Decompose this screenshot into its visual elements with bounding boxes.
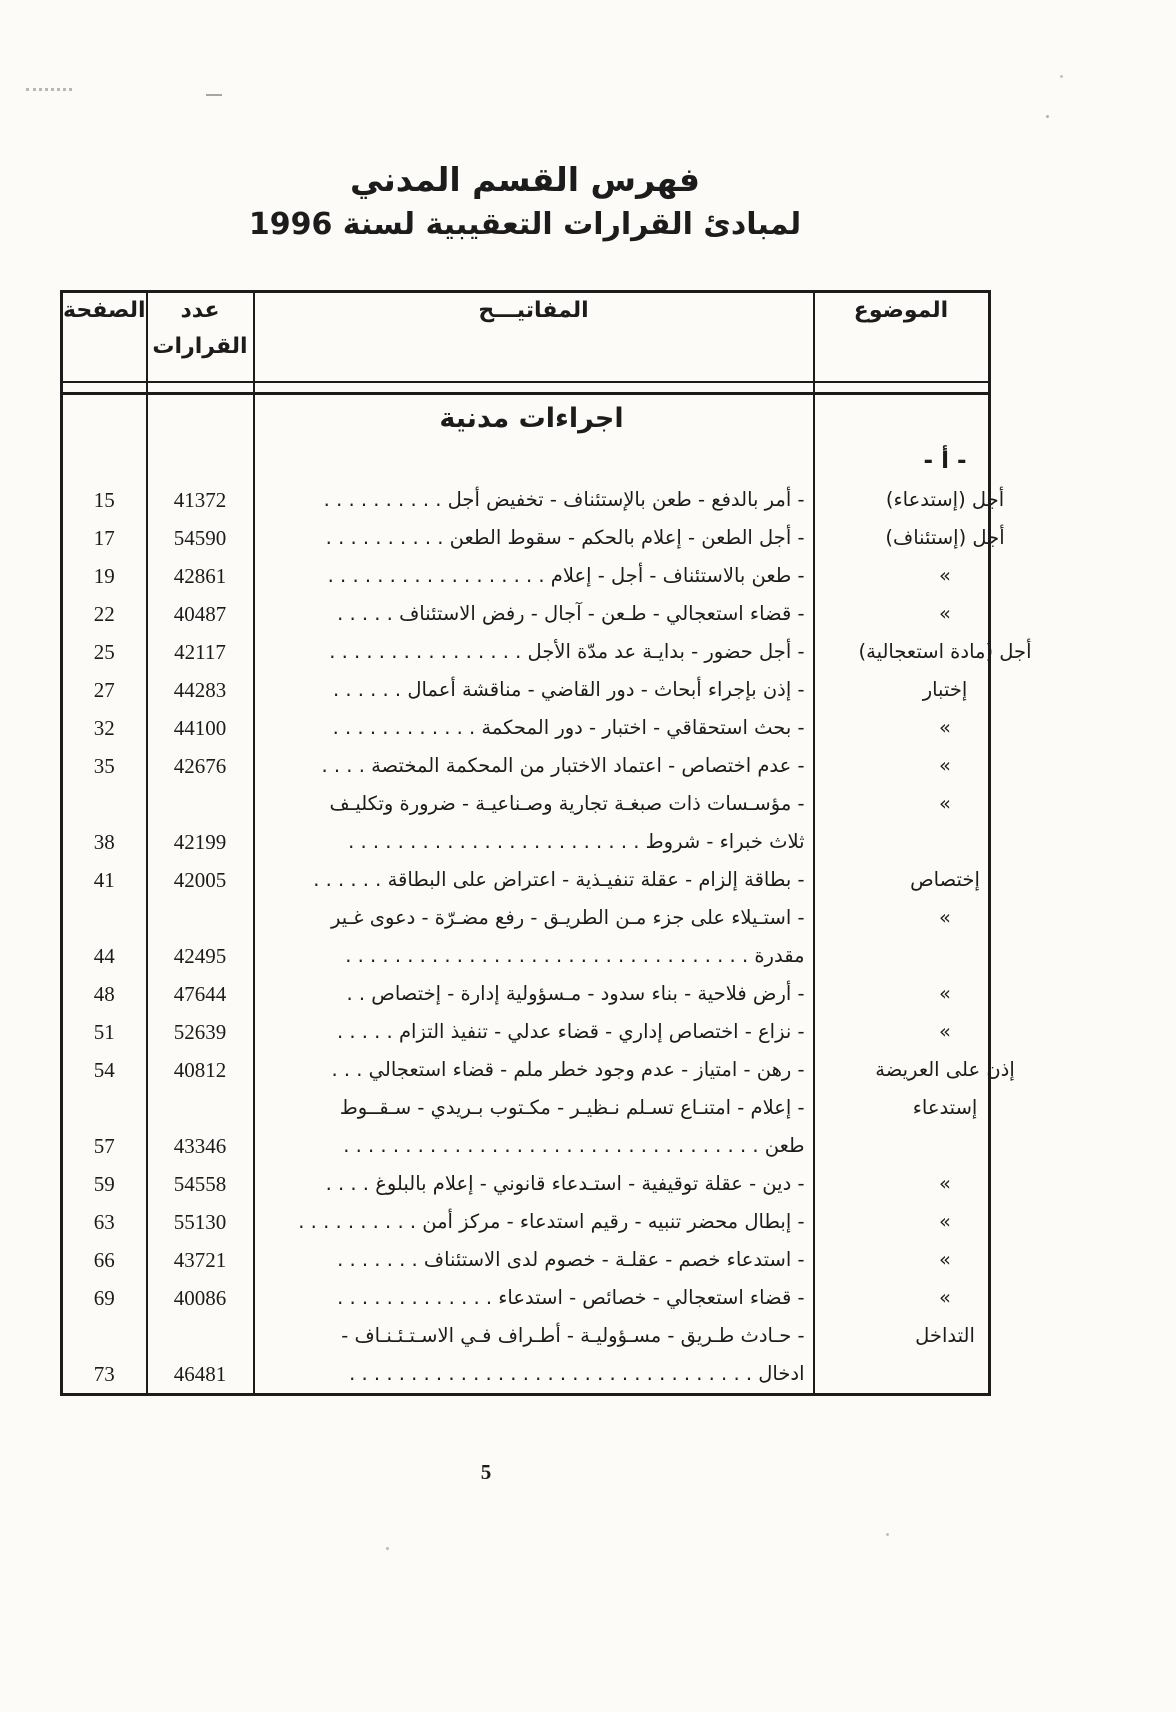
table-row bbox=[62, 1203, 990, 1241]
decision-number-cell bbox=[147, 1203, 254, 1241]
page-number-cell bbox=[62, 975, 147, 1013]
page-number-cell bbox=[62, 1165, 147, 1203]
decision-number-cell bbox=[147, 1051, 254, 1089]
table-row bbox=[62, 633, 990, 671]
table-row bbox=[62, 1165, 990, 1203]
subject-cell bbox=[814, 1089, 990, 1165]
table-body bbox=[62, 394, 1032, 1395]
decision-number: 42861 bbox=[173, 564, 227, 588]
column-header-subject: الموضوع bbox=[814, 292, 990, 383]
row-page-number: 41 bbox=[93, 868, 115, 892]
page-number-cell bbox=[62, 1317, 147, 1395]
decision-number: 42199 bbox=[173, 830, 227, 854]
row-page-number: 63 bbox=[93, 1210, 115, 1234]
keys-line: - أمر بالدفع - طعن بالإستئناف - تخفيض أجل . . . . . . . . . . bbox=[323, 488, 805, 511]
table-row bbox=[62, 671, 990, 709]
subject-text: التداخل bbox=[915, 1324, 975, 1347]
keys-line: - حـادث طـريق - مسـؤوليـة - أطـراف فـي الاسـتـئـنـاف - bbox=[341, 1324, 805, 1347]
keys-cell bbox=[254, 481, 814, 519]
subject-cell bbox=[814, 785, 990, 861]
subject-text: » bbox=[939, 1172, 951, 1195]
keys-line: - عدم اختصاص - اعتماد الاختبار من المحكمة المختصة . . . . bbox=[321, 754, 805, 777]
subject-text: » bbox=[939, 1286, 951, 1309]
subject-cell bbox=[814, 1051, 1015, 1089]
document-title-block bbox=[60, 160, 990, 242]
keys-cell bbox=[254, 709, 814, 747]
subject-text: أجل (إستئناف) bbox=[885, 526, 1005, 549]
subject-cell bbox=[814, 975, 990, 1013]
keys-cell bbox=[254, 785, 814, 861]
page-number-cell bbox=[62, 709, 147, 747]
subject-cell bbox=[814, 1203, 990, 1241]
keys-line: - أجل الطعن - إعلام بالحكم - سقوط الطعن . . . . . . . . . . bbox=[325, 526, 805, 549]
page-number-cell bbox=[62, 1241, 147, 1279]
decision-number: 40812 bbox=[173, 1058, 227, 1082]
subject-cell bbox=[814, 1241, 990, 1279]
decision-number: 41372 bbox=[173, 488, 227, 512]
page-number-cell bbox=[62, 1051, 147, 1089]
keys-line: ثلاث خبراء - شروط . . . . . . . . . . . . . . . . . . . . . . . . bbox=[348, 830, 805, 853]
page-number-cell bbox=[62, 1279, 147, 1317]
decision-number: 42005 bbox=[173, 868, 227, 892]
subject-cell bbox=[814, 557, 990, 595]
decision-number-cell bbox=[147, 1317, 254, 1395]
subject-text: إستدعاء bbox=[912, 1096, 978, 1119]
keys-line: - أجل حضور - بدايـة عد مدّة الأجل . . . . . . . . . . . . . . . . bbox=[329, 640, 805, 663]
index-table bbox=[60, 290, 1032, 1396]
subject-text: » bbox=[939, 1248, 951, 1271]
page-number-cell bbox=[62, 785, 147, 861]
decision-number: 43721 bbox=[173, 1248, 227, 1272]
keys-cell bbox=[254, 1089, 814, 1165]
keys-line: مقدرة . . . . . . . . . . . . . . . . . . . . . . . . . . . . . . . . . bbox=[345, 944, 805, 967]
subject-text: » bbox=[939, 982, 951, 1005]
subject-cell bbox=[814, 709, 990, 747]
decision-number: 47644 bbox=[173, 982, 227, 1006]
keys-cell bbox=[254, 1317, 814, 1395]
row-page-number: 27 bbox=[93, 678, 115, 702]
decision-number-cell bbox=[147, 975, 254, 1013]
decision-number: 40487 bbox=[173, 602, 227, 626]
subject-text: أجل (إستدعاء) bbox=[885, 488, 1005, 511]
decision-number: 42495 bbox=[173, 944, 227, 968]
keys-cell bbox=[254, 1241, 814, 1279]
decision-number: 44283 bbox=[173, 678, 227, 702]
decision-number-cell bbox=[147, 1279, 254, 1317]
subject-text: » bbox=[939, 754, 951, 777]
keys-line: - أرض فلاحية - بناء سدود - مـسؤولية إدارة - إختصاص . . bbox=[346, 982, 805, 1005]
decision-number-cell bbox=[147, 1089, 254, 1165]
decision-number-cell bbox=[147, 1241, 254, 1279]
page-number-cell bbox=[62, 1013, 147, 1051]
keys-line: - مؤسـسات ذات صبغـة تجارية وصـناعيـة - ضرورة وتكليـف bbox=[329, 792, 805, 815]
subject-cell bbox=[814, 633, 1032, 671]
subject-text: » bbox=[939, 564, 951, 587]
subject-text: » bbox=[939, 716, 951, 739]
subject-text: » bbox=[939, 1020, 951, 1043]
scan-artifact bbox=[206, 94, 222, 96]
subject-cell bbox=[814, 747, 990, 785]
page-number: 5 bbox=[480, 1460, 492, 1484]
section-title: اجراءات مدنية bbox=[439, 402, 624, 434]
decision-number-cell bbox=[147, 595, 254, 633]
row-page-number: 51 bbox=[93, 1020, 115, 1044]
keys-cell bbox=[254, 633, 814, 671]
subject-cell bbox=[814, 899, 990, 975]
decision-number-cell bbox=[147, 557, 254, 595]
keys-line: ادخال . . . . . . . . . . . . . . . . . . . . . . . . . . . . . . . . . bbox=[349, 1362, 805, 1385]
keys-cell bbox=[254, 747, 814, 785]
column-header-decisions-count: عدد القرارات bbox=[147, 292, 254, 383]
row-page-number: 25 bbox=[93, 640, 115, 664]
page-number-cell bbox=[62, 861, 147, 899]
keys-cell bbox=[254, 1165, 814, 1203]
subject-cell bbox=[814, 1317, 990, 1395]
table-row bbox=[62, 861, 990, 899]
subject-text: إختبار bbox=[922, 678, 968, 701]
column-header-keys: المفاتيـــح bbox=[254, 292, 814, 383]
subject-cell bbox=[814, 1279, 990, 1317]
keys-line: - إبطال محضر تنبيه - رقيم استدعاء - مركز أمن . . . . . . . . . . bbox=[298, 1210, 805, 1233]
table-row bbox=[62, 899, 990, 975]
subject-text: » bbox=[939, 906, 951, 929]
keys-cell bbox=[254, 557, 814, 595]
decision-number-cell bbox=[147, 785, 254, 861]
decision-number: 54558 bbox=[173, 1172, 227, 1196]
keys-cell bbox=[254, 1051, 814, 1089]
decision-number-cell bbox=[147, 481, 254, 519]
scan-artifact bbox=[26, 88, 72, 91]
subject-text: إذن على العريضة bbox=[875, 1058, 1015, 1081]
table-row bbox=[62, 1279, 990, 1317]
decision-number-cell bbox=[147, 1013, 254, 1051]
keys-line: - طعن بالاستئناف - أجل - إعلام . . . . . . . . . . . . . . . . . . bbox=[327, 564, 805, 587]
subject-cell bbox=[814, 519, 1005, 557]
row-page-number: 54 bbox=[93, 1058, 115, 1082]
decision-number-cell bbox=[147, 747, 254, 785]
subject-cell bbox=[814, 671, 990, 709]
row-page-number: 15 bbox=[93, 488, 115, 512]
keys-cell bbox=[254, 595, 814, 633]
decision-number-cell bbox=[147, 709, 254, 747]
page-number-cell bbox=[62, 633, 147, 671]
subject-cell bbox=[814, 861, 990, 899]
decision-number-cell bbox=[147, 861, 254, 899]
section-letter: - أ - bbox=[923, 448, 967, 474]
keys-line: - إعلام - امتنـاع تسـلم نـظيـر - مكـتوب بـريدي - سـقــوط bbox=[339, 1096, 805, 1119]
row-page-number: 66 bbox=[93, 1248, 115, 1272]
decision-number: 52639 bbox=[173, 1020, 227, 1044]
table-row bbox=[62, 1241, 990, 1279]
table-row bbox=[62, 1051, 990, 1089]
keys-line: - استـيلاء على جزء مـن الطريـق - رفع مضـرّة - دعوى غـير bbox=[330, 906, 805, 929]
table-row bbox=[62, 481, 990, 519]
keys-cell bbox=[254, 861, 814, 899]
row-page-number: 44 bbox=[93, 944, 115, 968]
decision-number: 43346 bbox=[173, 1134, 227, 1158]
scan-artifact bbox=[1046, 115, 1049, 118]
keys-cell bbox=[254, 975, 814, 1013]
table-row bbox=[62, 557, 990, 595]
keys-cell bbox=[254, 519, 814, 557]
table-row bbox=[62, 595, 990, 633]
keys-line: - بطاقة إلزام - عقلة تنفيـذية - اعتراض على البطاقة . . . . . . bbox=[313, 868, 805, 891]
row-page-number: 69 bbox=[93, 1286, 115, 1310]
table-row bbox=[62, 1317, 990, 1395]
decision-number: 42117 bbox=[174, 640, 226, 664]
decision-number-cell bbox=[147, 1165, 254, 1203]
page-number-cell bbox=[62, 671, 147, 709]
header-double-rule bbox=[62, 382, 990, 394]
subject-cell bbox=[814, 1165, 990, 1203]
decision-number: 55130 bbox=[173, 1210, 227, 1234]
subject-cell bbox=[814, 1013, 990, 1051]
keys-line: - استدعاء خصم - عقلـة - خصوم لدى الاستئناف . . . . . . . bbox=[337, 1248, 805, 1271]
table-row bbox=[62, 1089, 990, 1165]
subject-text: » bbox=[939, 1210, 951, 1233]
decision-number-cell bbox=[147, 671, 254, 709]
decision-number: 46481 bbox=[173, 1362, 227, 1386]
decision-number: 44100 bbox=[173, 716, 227, 740]
page-number-cell bbox=[62, 557, 147, 595]
row-page-number: 32 bbox=[93, 716, 115, 740]
row-page-number: 17 bbox=[93, 526, 115, 550]
row-page-number: 35 bbox=[93, 754, 115, 778]
row-page-number: 22 bbox=[93, 602, 115, 626]
page-number-cell bbox=[62, 899, 147, 975]
table-row bbox=[62, 785, 990, 861]
decision-number: 54590 bbox=[173, 526, 227, 550]
decision-number-cell bbox=[147, 633, 254, 671]
decision-number-cell bbox=[147, 519, 254, 557]
page-number-cell bbox=[62, 1203, 147, 1241]
table-row bbox=[62, 1013, 990, 1051]
subject-text: أجل (مادة استعجالية) bbox=[858, 640, 1032, 663]
keys-line: - قضاء استعجالي - خصائص - استدعاء . . . . . . . . . . . . . bbox=[337, 1286, 805, 1309]
row-page-number: 57 bbox=[93, 1134, 115, 1158]
subject-text: إختصاص bbox=[910, 868, 980, 891]
page-number-cell bbox=[62, 1089, 147, 1165]
keys-cell bbox=[254, 1203, 814, 1241]
page-number-cell bbox=[62, 481, 147, 519]
table-row bbox=[62, 975, 990, 1013]
keys-cell bbox=[254, 671, 814, 709]
keys-cell bbox=[254, 1279, 814, 1317]
keys-line: - إذن بإجراء أبحاث - دور القاضي - مناقشة أعمال . . . . . . bbox=[332, 678, 805, 701]
document-title: فهرس القسم المدني bbox=[349, 160, 700, 199]
section-letter-row bbox=[62, 441, 990, 481]
keys-line: - رهن - امتياز - عدم وجود خطر ملم - قضاء استعجالي . . . bbox=[331, 1058, 805, 1081]
page-number-cell bbox=[62, 747, 147, 785]
decision-number: 40086 bbox=[173, 1286, 227, 1310]
row-page-number: 73 bbox=[93, 1362, 115, 1386]
table-row bbox=[62, 709, 990, 747]
column-header-page: الصفحة bbox=[62, 292, 147, 383]
row-page-number: 59 bbox=[93, 1172, 115, 1196]
subject-cell bbox=[814, 481, 1005, 519]
row-page-number: 48 bbox=[93, 982, 115, 1006]
table-row bbox=[62, 519, 990, 557]
keys-line: طعن . . . . . . . . . . . . . . . . . . . . . . . . . . . . . . . . . . bbox=[343, 1134, 805, 1157]
row-page-number: 38 bbox=[93, 830, 115, 854]
page-number-cell bbox=[62, 519, 147, 557]
subject-text: » bbox=[939, 792, 951, 815]
section-header-row bbox=[62, 394, 990, 442]
keys-cell bbox=[254, 1013, 814, 1051]
subject-cell bbox=[814, 595, 990, 633]
keys-line: - دين - عقلة توقيفية - استـدعاء قانوني - إعلام بالبلوغ . . . . bbox=[325, 1172, 805, 1195]
table-row bbox=[62, 747, 990, 785]
keys-line: - قضاء استعجالي - طـعن - آجال - رفض الاستئناف . . . . . bbox=[337, 602, 805, 625]
page-number-cell bbox=[62, 595, 147, 633]
table-header-row bbox=[62, 292, 990, 383]
decision-number-cell bbox=[147, 899, 254, 975]
keys-line: - نزاع - اختصاص إداري - قضاء عدلي - تنفيذ التزام . . . . . bbox=[336, 1020, 805, 1043]
keys-line: - بحث استحقاقي - اختبار - دور المحكمة . . . . . . . . . . . . bbox=[332, 716, 805, 739]
row-page-number: 19 bbox=[93, 564, 115, 588]
subject-text: » bbox=[939, 602, 951, 625]
keys-cell bbox=[254, 899, 814, 975]
decision-number: 42676 bbox=[173, 754, 227, 778]
document-subtitle: لمبادئ القرارات التعقيبية لسنة 1996 bbox=[248, 207, 802, 242]
